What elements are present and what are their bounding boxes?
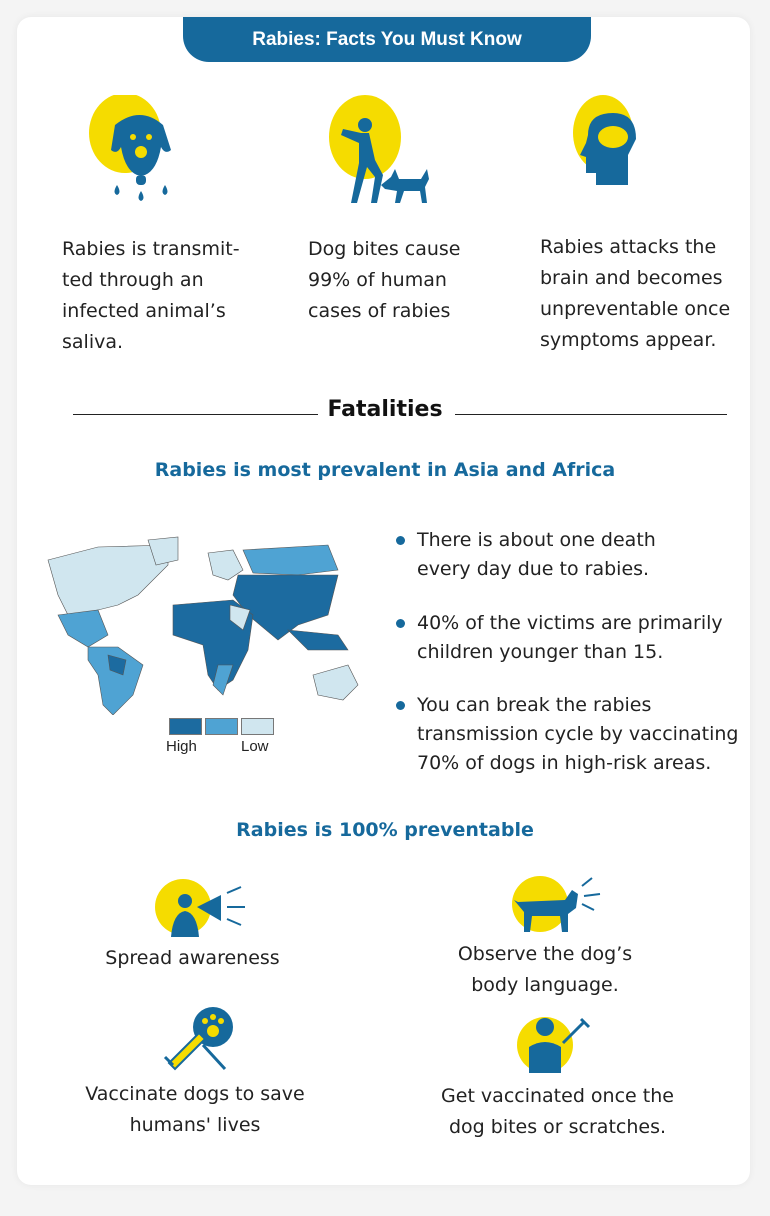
bullet-text: You can break the rabies transmission cycle by vaccinating 70% of dogs in high-risk areas. bbox=[417, 694, 739, 774]
fact-brain-text: Rabies attacks the brain and becomes unpreventable once symptoms appear. bbox=[540, 236, 731, 351]
dog-saliva-icon bbox=[85, 95, 185, 210]
bullet-text: 40% of the victims are primarily children younger than 15. bbox=[417, 612, 723, 663]
syringe-paw-icon bbox=[163, 1005, 243, 1075]
preventable-subtitle: Rabies is 100% preventable bbox=[236, 819, 534, 841]
person-vaccine-icon bbox=[515, 1013, 595, 1075]
title-banner: Rabies: Facts You Must Know bbox=[183, 17, 591, 62]
legend-high-label: High bbox=[166, 738, 197, 755]
dog-bite-icon bbox=[325, 95, 445, 210]
legend-low-swatch bbox=[241, 718, 274, 735]
observe-dog-text: Observe the dog’s body language. bbox=[457, 943, 633, 996]
legend-low-label: Low bbox=[241, 738, 269, 755]
world-rabies-map bbox=[38, 535, 378, 715]
prevalence-subtitle: Rabies is most prevalent in Asia and Africa bbox=[154, 459, 616, 481]
bullet-item bbox=[396, 691, 746, 778]
legend-high-swatch bbox=[169, 718, 202, 735]
bullet-item bbox=[396, 609, 736, 667]
fact-transmission-text: Rabies is transmit-ted through an infected animal’s saliva. bbox=[62, 238, 240, 353]
fact-dog-bites-text: Dog bites cause 99% of human cases of rabies bbox=[308, 238, 461, 322]
get-vaccinated-text: Get vaccinated once the dog bites or scratches. bbox=[441, 1085, 674, 1138]
brain-head-icon bbox=[568, 95, 658, 195]
megaphone-person-icon bbox=[153, 875, 248, 940]
spread-awareness-text: Spread awareness bbox=[105, 947, 280, 969]
barking-dog-icon bbox=[510, 872, 605, 937]
legend-mid-swatch bbox=[205, 718, 238, 735]
bullet-item bbox=[396, 526, 686, 584]
fatalities-heading: Fatalities bbox=[327, 397, 443, 422]
bullet-text: There is about one death every day due to rabies. bbox=[417, 529, 656, 580]
vaccinate-dogs-text: Vaccinate dogs to save humans' lives bbox=[85, 1083, 305, 1136]
